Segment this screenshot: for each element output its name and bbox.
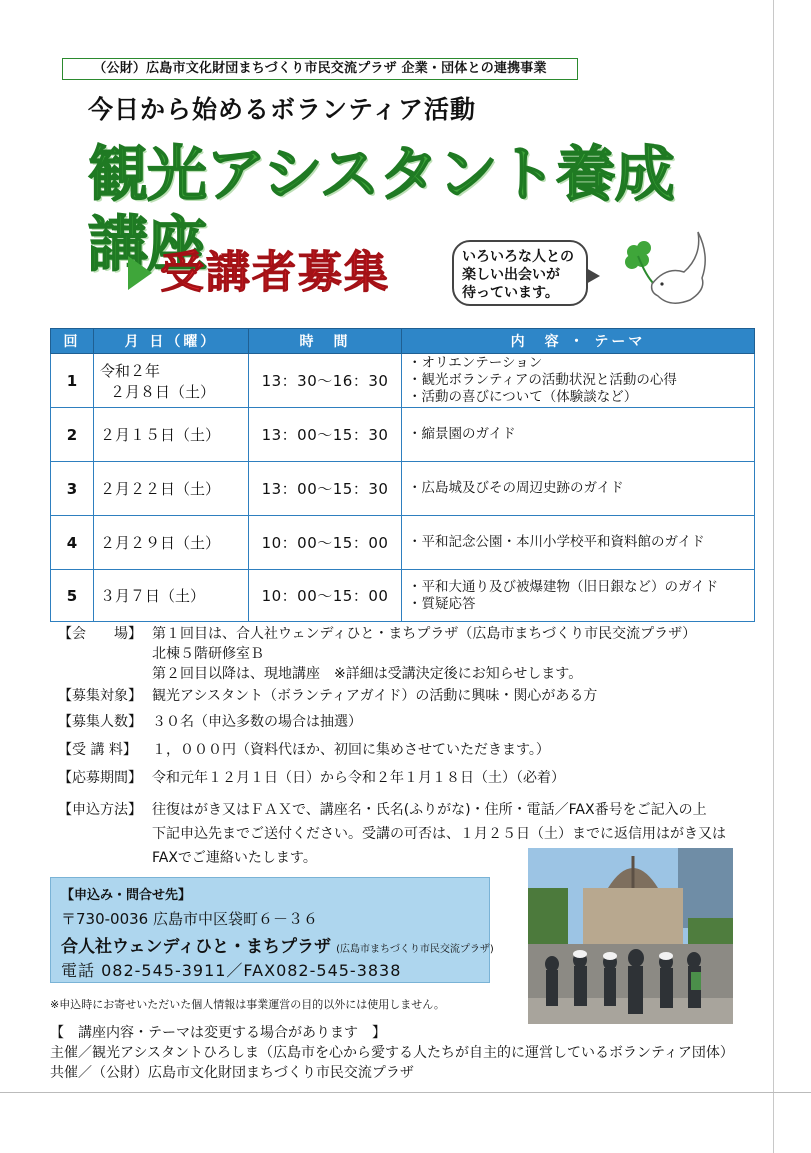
column-header: 回 [51, 329, 94, 354]
column-header: 内 容 ・ テーマ [402, 329, 755, 354]
period-label: 【応募期間】 [58, 770, 142, 786]
target-section [58, 686, 598, 706]
recruit-heading: 受講者募集 [160, 247, 390, 298]
bubble-line: いろいろな人との [462, 249, 574, 265]
period-value: 令和元年１２月１日（日）から令和２年１月１８日（土）（必着） [152, 770, 565, 786]
session-date [94, 354, 249, 408]
clover-icon [625, 241, 654, 284]
session-number: 5 [51, 570, 94, 622]
contact-address: 〒730-0036 広島市中区袋町６－３６ [61, 910, 318, 928]
session-date: ２月２２日（土） [94, 462, 249, 516]
session-content [402, 570, 755, 622]
table-row [51, 354, 755, 408]
count-label: 【募集人数】 [58, 714, 142, 730]
arrow-icon [128, 256, 152, 290]
method-label: 【申込方法】 [58, 802, 142, 818]
cohost-line: 共催／（公財）広島市文化財団まちづくり市民交流プラザ [50, 1065, 414, 1081]
bubble-tail [586, 268, 600, 284]
count-value: ３０名（申込多数の場合は抽選） [152, 714, 362, 730]
date-line: ２月８日（土） [110, 382, 216, 401]
session-date: ２月２９日（土） [94, 516, 249, 570]
dove-clover-illustration [606, 226, 716, 316]
session-time: 13：00～15：30 [249, 462, 402, 516]
venue-section [58, 624, 697, 644]
session-number: 4 [51, 516, 94, 570]
subtitle: 今日から始めるボランティア活動 [88, 95, 477, 124]
fee-value: １，０００円（資料代ほか、初回に集めさせていただきます。） [152, 742, 550, 758]
session-time: 13：00～15：30 [249, 408, 402, 462]
contact-box [50, 877, 494, 983]
privacy-note: ※申込時にお寄せいただいた個人情報は事業運営の目的以外には使用しません。 [50, 998, 445, 1011]
contact-heading: 【申込み・問合せ先】 [61, 888, 192, 903]
scan-bottom-line [0, 1092, 811, 1093]
date-line: 令和２年 [100, 361, 161, 380]
content-item: ・観光ボランティアの活動状況と活動の心得 [408, 372, 677, 388]
method-line: 往復はがき又はＦＡＸで、講座名・氏名(ふりがな)・住所・電話／FAX番号をご記入の上 [152, 802, 707, 818]
schedule-table [50, 328, 755, 622]
organization-line: （公財）広島市文化財団まちづくり市民交流プラザ 企業・団体との連携事業 [62, 58, 578, 80]
content-item: ・質疑応答 [408, 595, 476, 612]
content-item: ・平和大通り及び被爆建物（旧日銀など）のガイド [408, 578, 719, 595]
contact-name-note: (広島市まちづくり市民交流プラザ) [336, 944, 494, 955]
table-header-row [51, 329, 755, 354]
count-section [58, 712, 362, 732]
session-content [402, 354, 755, 408]
bubble-line: 楽しい出会いが [462, 267, 560, 283]
contact-name: 合人社ウェンディひと・まちプラザ [61, 937, 331, 957]
table-row [51, 408, 755, 462]
session-date: ３月７日（土） [94, 570, 249, 622]
column-header: 時 間 [249, 329, 402, 354]
session-time: 13：30～16：30 [249, 354, 402, 408]
content-item: ・オリエンテーション [408, 355, 543, 371]
bubble-line: 待っています。 [462, 285, 559, 301]
venue-line: 第２回目以降は、現地講座 ※詳細は受講決定後にお知らせします。 [152, 666, 583, 682]
venue-line: 北棟５階研修室Ｂ [152, 646, 264, 662]
session-number: 2 [51, 408, 94, 462]
period-section [58, 768, 565, 788]
session-content: ・広島城及びその周辺史跡のガイド [402, 462, 755, 516]
scan-edge-line [773, 0, 774, 1153]
page-title: 観光アシスタント養成講座 [88, 140, 674, 280]
method-section [58, 800, 707, 820]
peace-dome-photo [528, 848, 733, 1024]
method-line: FAXでご連絡いたします。 [152, 850, 317, 866]
target-value: 観光アシスタント（ボランティアガイド）の活動に興味・関心がある方 [152, 688, 598, 704]
venue-label: 【会 場】 [58, 626, 142, 642]
dove-icon [652, 232, 706, 303]
session-date: ２月１５日（土） [94, 408, 249, 462]
fee-label: 【受 講 料】 [58, 742, 137, 758]
session-content: ・平和記念公園・本川小学校平和資料館のガイド [402, 516, 755, 570]
column-header: 月 日（曜） [94, 329, 249, 354]
target-label: 【募集対象】 [58, 688, 142, 704]
table-row [51, 462, 755, 516]
host-line: 主催／観光アシスタントひろしま（広島市を心から愛する人たちが自主的に運営しているボランティア団体） [50, 1045, 734, 1061]
session-number: 1 [51, 354, 94, 408]
contact-name-row [61, 932, 494, 957]
change-note: 【 講座内容・テーマは変更する場合があります 】 [50, 1025, 386, 1041]
session-time: 10：00～15：00 [249, 570, 402, 622]
table-row [51, 516, 755, 570]
session-time: 10：00～15：00 [249, 516, 402, 570]
content-item: ・活動の喜びについて（体験談など） [408, 389, 638, 405]
contact-phone: 電話 082-545-3911／FAX082-545-3838 [61, 961, 402, 980]
speech-bubble [452, 240, 588, 306]
session-number: 3 [51, 462, 94, 516]
method-line: 下記申込先までご送付ください。受講の可否は、１月２５日（土）までに返信用はがき又は [152, 826, 726, 842]
fee-section [58, 740, 550, 760]
table-row [51, 570, 755, 622]
session-content: ・縮景園のガイド [402, 408, 755, 462]
venue-line: 第１回目は、合人社ウェンディひと・まちプラザ（広島市まちづくり市民交流プラザ） [152, 626, 697, 642]
